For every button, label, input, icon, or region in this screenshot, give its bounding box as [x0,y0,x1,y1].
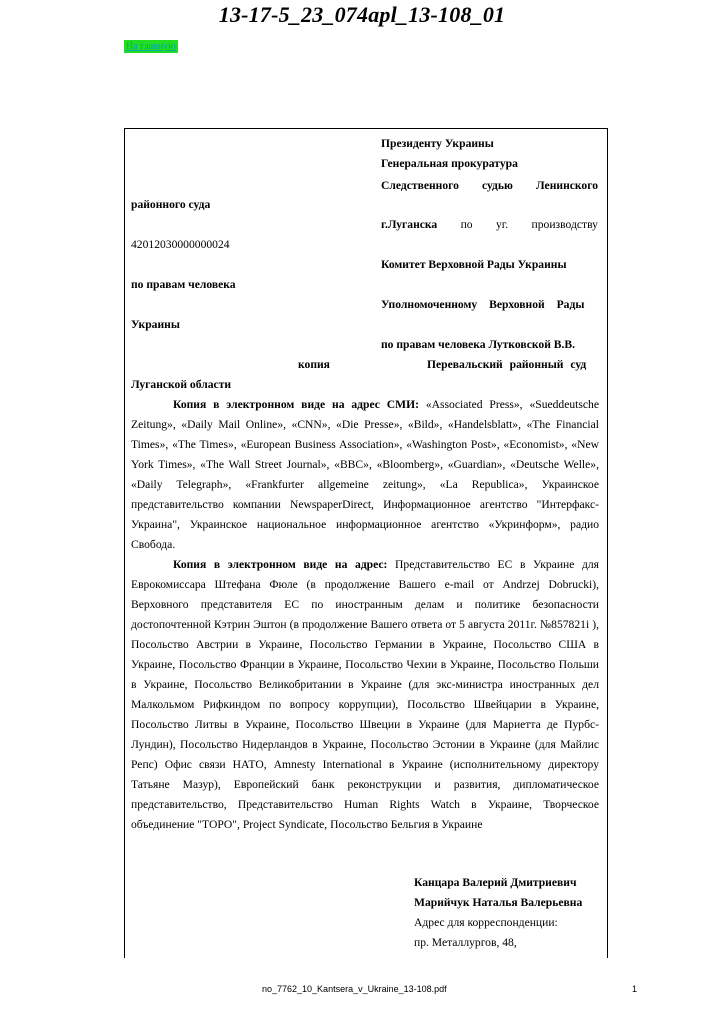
media-copy-text: «Associated Press», «Sueddeutsche Zeitung», «Daily Mail Online», «CNN», «Die Presse», «Bild», «Handelsblatt», «The Financial Times», «The Times», «European Business Association», «Washington Post», «Economist», «New York Times», «The Wall Street Journal», «BBC», «Bloomberg», «Guardian», «Deutsche Welle», «Daily Telegraph», «Frankfurter allgemeine zeitung», «La Republica», Украинское представительство компании NewspaperDirect, Информационное агентство "Интерфакс-Украина", Украинское национальное информационное агентство «Укринформ», радио Свобода. [131,398,599,551]
media-copy-paragraph [131,395,599,555]
case-number: 42012030000000024 [131,238,230,251]
embassies-copy-text: Представительство ЕС в Украине для Еврокомиссара Штефана Фюле (в продолжение Вашего e-mail от Andrzej Dobrucki), Верховного представителя ЕС по иностранным делам и политике безопасности достопочтенной Кэтрин Эштон (в продолжение Вашего ответа от 5 августа 2011г. №857821i ), Посольство Австрии в Украине, Посольство Германии в Украине, Посольство США в Украине, Посольство Франции в Украине, Посольство Чехии в Украине, Посольство Польши в Украине, Посольство Великобритании в Украине (для экс-министра иностранных дел Малкольмом Рифкиндом по вопросу коррупции), Посольство Швейцарии в Украине, Посольство Литвы в Украине, Посольство Швеции в Украине (для Мариетта де Пурбс-Лундин), Посольство Нидерландов в Украине, Посольство Эстонии в Украине (для Майлис Репс) Офис связи НАТО, Amnesty International в Украине (исполнительному директору Татьяне Мазур), Европейский банк реконструкции и развития, дипломатическое представительство, Представительство Human Rights Watch в Украине, Творческое объединение "ТОРО", Project Syndicate, Посольство Бельгия в Украине [131,558,600,831]
addressee-region: Луганской области [131,378,232,391]
addressee-judge: Следственного судью Ленинского [381,179,598,192]
addressee-ug: уг. [496,218,509,231]
footer-page-number: 1 [632,984,638,994]
addressee-committee-cont: по правам человека [131,278,236,291]
document-title: 13-17-5_23_074apl_13-108_01 [218,2,506,27]
sender-kantsara: Канцара Валерий Дмитриевич [414,876,577,889]
addressee-lutkovska: по правам человека Лутковской В.В. [381,338,576,351]
addressee-prosecutor: Генеральная прокуратура [381,157,518,170]
addressee-proceeding: производству [531,218,598,231]
addressee-po: по [460,218,473,231]
addressee-city: г.Луганска [381,218,438,231]
addressee-court: районного суда [131,198,211,211]
copy-label: копия [298,358,330,371]
correspondence-address-label: Адрес для корреспонденции: [414,916,558,929]
correspondence-address: пр. Металлургов, 48, [414,936,517,949]
addressee-ombudsman-cont: Украины [131,318,180,331]
addressee-ombudsman: Уполномоченному Верховной Рады [381,298,585,311]
sender-mariychuk: Марийчук Наталья Валерьевна [414,896,583,909]
embassies-copy-paragraph [131,555,599,835]
addressee-city-line [381,218,598,232]
addressee-perevalsk: Перевальский районный суд [427,358,587,371]
addressee-committee: Комитет Верховной Рады Украины [381,258,567,271]
embassies-copy-lead: Копия в электронном виде на адрес: [173,558,388,571]
addressee-president: Президенту Украины [381,137,494,150]
media-copy-lead: Копия в электронном виде на адрес СМИ: [173,398,419,411]
back-to-main-link[interactable]: На главную [126,41,176,52]
footer-filename: no_7762_10_Kantsera_v_Ukraine_13-108.pdf [262,984,447,994]
